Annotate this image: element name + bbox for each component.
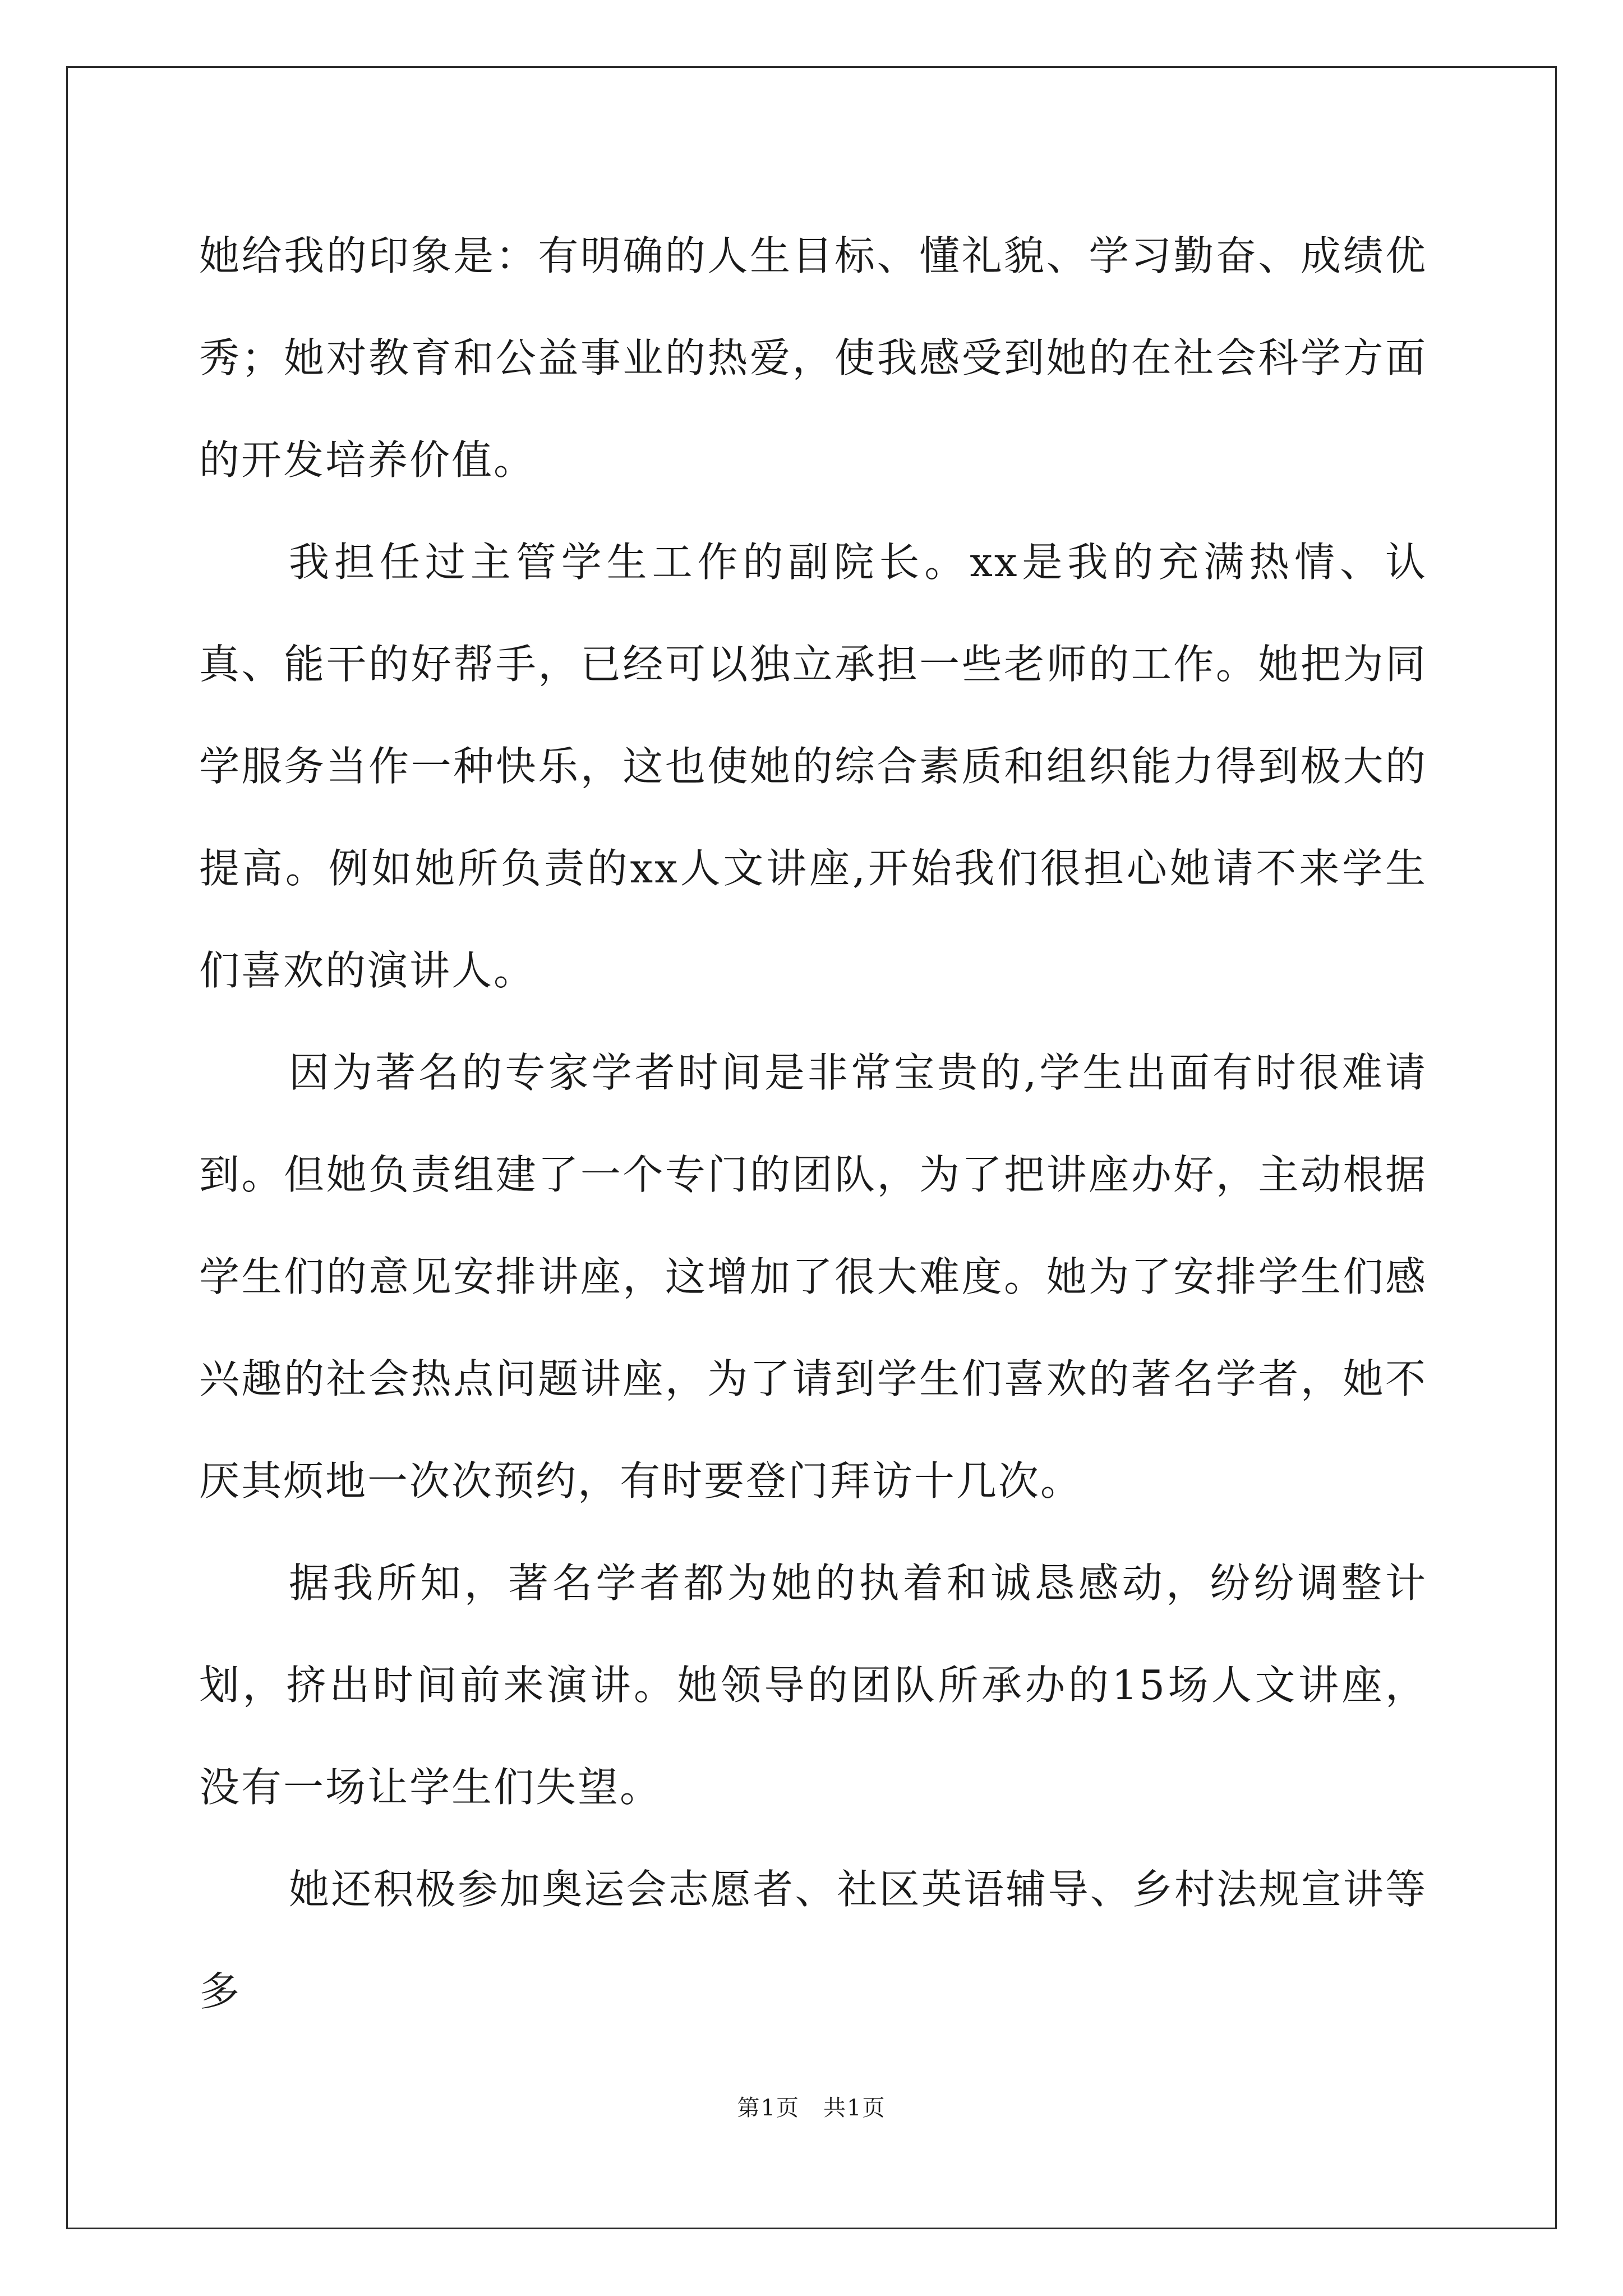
paragraph-2: 我担任过主管学生工作的副院长。xx是我的充满热情、认真、能干的好帮手，已经可以独立承担一些老师的工作。她把为同学服务当作一种快乐，这也使她的综合素质和组织能力得到极大的提高。例如她所负责的xx人文讲座,开始我们很担心她请不来学生们喜欢的演讲人。 bbox=[199, 539, 1427, 994]
paragraph-5: 她还积极参加奥运会志愿者、社区英语辅导、乡村法规宣讲等多 bbox=[199, 1866, 1427, 2015]
paragraph-1: 她给我的印象是：有明确的人生目标、懂礼貌、学习勤奋、成绩优秀；她对教育和公益事业的热爱，使我感受到她的在社会科学方面的开发培养价值。 bbox=[199, 232, 1427, 484]
document-body bbox=[199, 205, 1427, 2042]
paragraph-4: 据我所知，著名学者都为她的执着和诚恳感动，纷纷调整计划，挤出时间前来演讲。她领导的团队所承办的15场人文讲座，没有一场让学生们失望。 bbox=[199, 1559, 1427, 1811]
page-footer: 第1页 共1页 bbox=[737, 2095, 886, 2121]
paragraph-3: 因为著名的专家学者时间是非常宝贵的,学生出面有时很难请到。但她负责组建了一个专门的团队，为了把讲座办好，主动根据学生们的意见安排讲座，这增加了很大难度。她为了安排学生们感兴趣的社会热点问题讲座，为了请到学生们喜欢的著名学者，她不厌其烦地一次次预约，有时要登门拜访十几次。 bbox=[199, 1049, 1427, 1504]
